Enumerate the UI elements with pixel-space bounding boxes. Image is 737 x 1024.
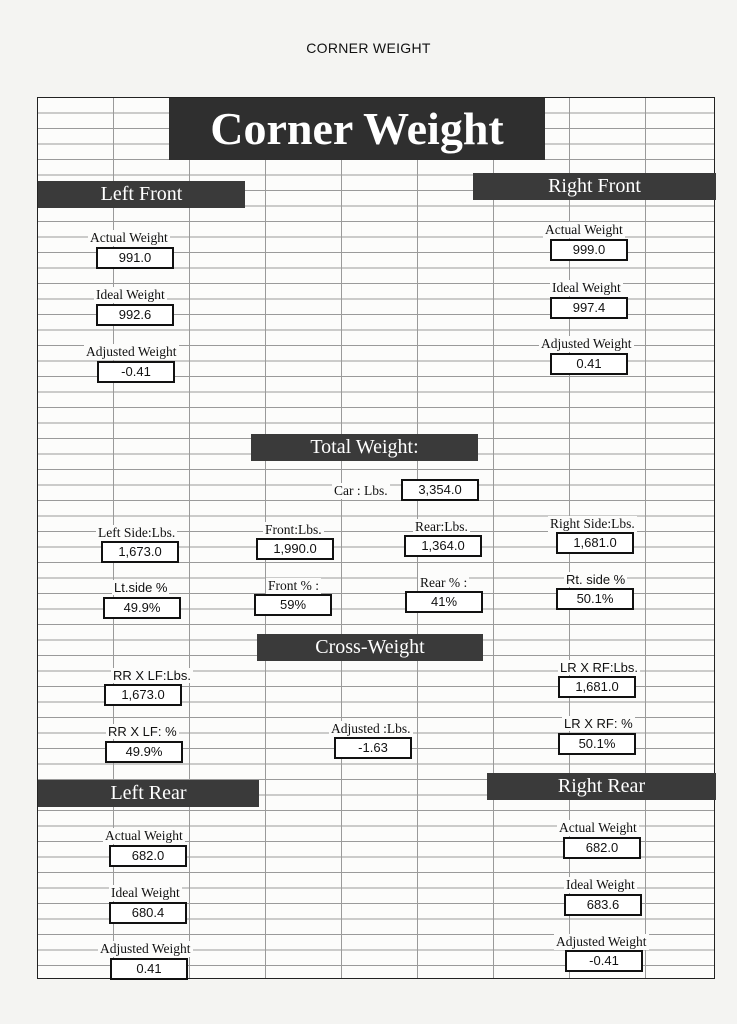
cross-weight-heading: Cross-Weight [257,634,483,661]
right-front-actual-value: 999.0 [550,239,628,261]
front-pct-value: 59% [254,594,332,616]
right-front-ideal-label: Ideal Weight [552,280,621,295]
cross-adjusted-lbs-label: Adjusted :Lbs. [331,721,411,736]
cross-adjusted-lbs-value: -1.63 [334,737,412,759]
left-front-heading: Left Front [38,181,245,208]
left-front-actual-label: Actual Weight [90,230,168,245]
front-pct-label: Front % : [268,578,320,593]
rear-pct-value: 41% [405,591,483,613]
corner-weight-sheet [37,97,715,979]
rrxlf-lbs-label: RR X LF:Lbs. [113,668,192,683]
right-front-adjusted-label: Adjusted Weight [541,336,632,351]
right-side-lbs-label: Right Side:Lbs. [550,516,635,531]
rt-side-pct-value: 50.1% [556,588,634,610]
left-front-actual-value: 991.0 [96,247,174,269]
left-rear-adjusted-value: 0.41 [110,958,188,980]
lrxrf-lbs-label: LR X RF:Lbs. [560,660,639,675]
left-rear-actual-value: 682.0 [109,845,187,867]
left-front-ideal-label: Ideal Weight [96,287,165,302]
left-front-ideal-value: 992.6 [96,304,174,326]
left-rear-ideal-value: 680.4 [109,902,187,924]
rrxlf-lbs-value: 1,673.0 [104,684,182,706]
right-rear-actual-value: 682.0 [563,837,641,859]
lrxrf-pct-value: 50.1% [558,733,636,755]
right-front-adjusted-value: 0.41 [550,353,628,375]
right-rear-ideal-value: 683.6 [564,894,642,916]
right-rear-heading: Right Rear [487,773,716,800]
front-lbs-label: Front:Lbs. [265,522,322,537]
right-side-lbs-value: 1,681.0 [556,532,634,554]
sheet-title: Corner Weight [169,98,545,160]
lt-side-pct-label: Lt.side % [114,580,168,595]
right-rear-ideal-label: Ideal Weight [566,877,635,892]
right-rear-adjusted-label: Adjusted Weight [556,934,647,949]
right-front-actual-label: Actual Weight [545,222,623,237]
rear-lbs-value: 1,364.0 [404,535,482,557]
front-lbs-value: 1,990.0 [256,538,334,560]
rrxlf-pct-value: 49.9% [105,741,183,763]
lrxrf-pct-label: LR X RF: % [564,716,633,731]
lrxrf-lbs-value: 1,681.0 [558,676,636,698]
rear-pct-label: Rear % : [420,575,468,590]
rt-side-pct-label: Rt. side % [566,572,626,587]
left-rear-adjusted-label: Adjusted Weight [100,941,191,956]
page-header: CORNER WEIGHT [306,40,431,56]
left-rear-ideal-label: Ideal Weight [111,885,180,900]
left-side-lbs-label: Left Side:Lbs. [98,525,176,540]
left-side-lbs-value: 1,673.0 [101,541,179,563]
right-front-ideal-value: 997.4 [550,297,628,319]
right-rear-adjusted-value: -0.41 [565,950,643,972]
left-rear-heading: Left Rear [38,780,259,807]
rrxlf-pct-label: RR X LF: % [108,724,177,739]
left-rear-actual-label: Actual Weight [105,828,183,843]
car-lbs-value: 3,354.0 [401,479,479,501]
left-front-adjusted-value: -0.41 [97,361,175,383]
car-lbs-label: Car : Lbs. [334,483,388,498]
left-front-adjusted-label: Adjusted Weight [86,344,177,359]
total-weight-heading: Total Weight: [251,434,478,461]
right-front-heading: Right Front [473,173,716,200]
lt-side-pct-value: 49.9% [103,597,181,619]
right-rear-actual-label: Actual Weight [559,820,637,835]
rear-lbs-label: Rear:Lbs. [415,519,468,534]
